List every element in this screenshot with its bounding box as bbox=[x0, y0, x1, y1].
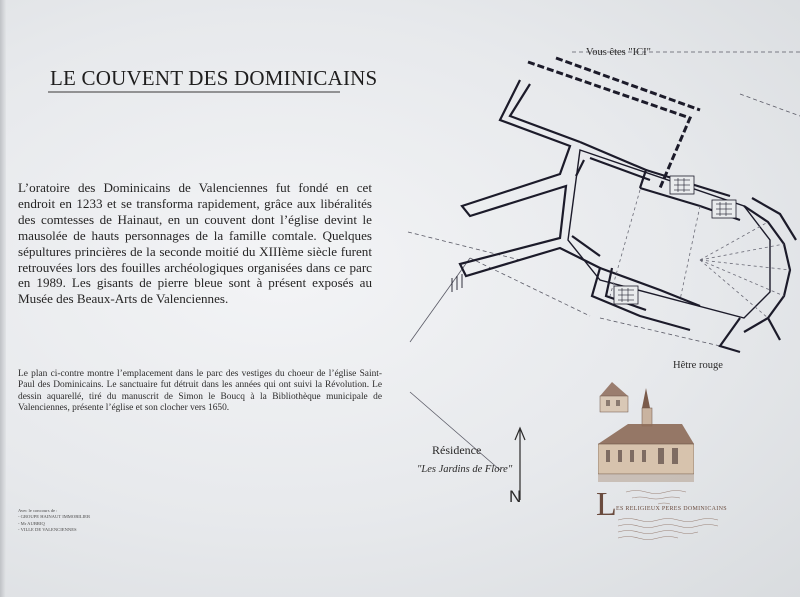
panel-body-text: L’oratoire des Dominicains de Valenciennes fut fondé en cet endroit en 1233 et se transforma rapidement, grâce aux libéralités des comtesses de Hainaut, en un couvent dont l’église devint le mausolée de hauts personnages de la famille comtale. Quelques sépultures princières de la seconde moitié du XIIIème siècle furent retrouvées lors des fouilles archéologiques organisées dans ce parc en 1989. Les gisants de pierre bleue sont à présent exposés au Musée des Beaux-Arts de Valenciennes. bbox=[18, 180, 372, 307]
outer-wall-dashed bbox=[528, 58, 700, 188]
main-walls bbox=[460, 80, 740, 330]
residence-name-label: "Les Jardins de Flore" bbox=[417, 464, 513, 475]
tree-label: Hêtre rouge bbox=[673, 360, 723, 371]
credits-line: - GROUPE HAINAUT IMMOBILIER bbox=[18, 514, 91, 520]
manuscript-excerpt bbox=[596, 486, 736, 548]
credits-line: - Mr AUBRIQ bbox=[18, 520, 45, 526]
north-label: N bbox=[509, 487, 522, 506]
residence-label: Résidence bbox=[432, 443, 482, 457]
manuscript-initial: L bbox=[596, 486, 617, 523]
pillar-bases bbox=[614, 176, 736, 304]
apse-walls bbox=[720, 198, 796, 352]
step-hatch bbox=[452, 274, 462, 292]
plan-caption: Le plan ci-contre montre l’emplacement dans le parc des vestiges du choeur de l’église Saint-Paul des Dominicains. Le sanctuaire fut détruit dans les années qui ont suivi la Révolution. Le dessin aquarellé, tiré du manuscrit de Simon le Boucq à la Bibliothèque municipale de Valenciennes, présente l’église et son clocher vers 1650. bbox=[18, 369, 382, 414]
manuscript-heading: ES RELIGIEUX PERES DOMINICAINS bbox=[616, 506, 727, 512]
manuscript-script-strokes bbox=[596, 486, 736, 548]
you-are-here-label: Vous êtes "ICI" bbox=[586, 47, 651, 58]
site-outline-solid bbox=[410, 258, 500, 470]
church-watercolor-illustration bbox=[598, 378, 694, 486]
panel-title: LE COUVENT DES DOMINICAINS bbox=[50, 66, 378, 90]
credits-line: Avec le concours de : bbox=[18, 508, 58, 513]
credits-line: - VILLE DE VALENCIENNES bbox=[18, 527, 77, 533]
